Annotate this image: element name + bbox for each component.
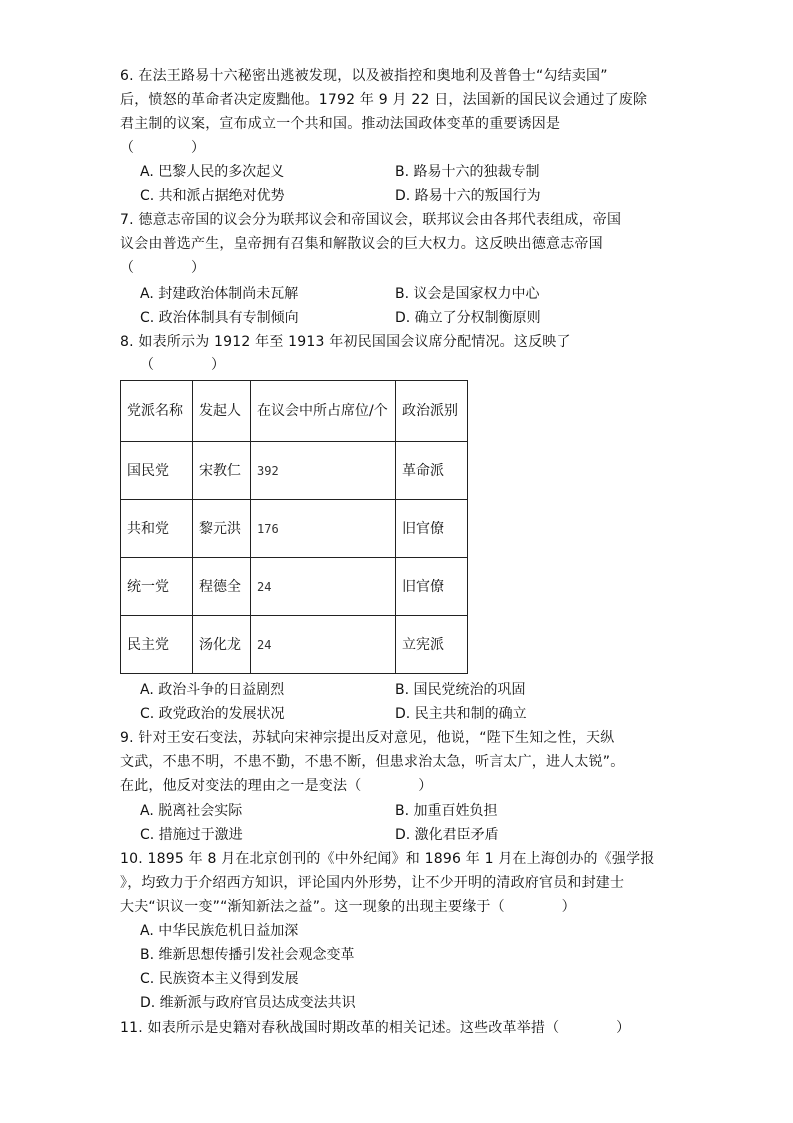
q10-option-c: C. 民族资本主义得到发展 <box>140 971 299 987</box>
cell-founder: 程德全 <box>193 558 251 616</box>
q7-option-b: B. 议会是国家权力中心 <box>395 286 540 302</box>
cell-faction: 旧官僚 <box>396 558 468 616</box>
q11-line-1: 11. 如表所示是史籍对春秋战国时期改革的相关记述。这些改革举措（ ） <box>120 1020 631 1036</box>
cell-seats: 24 <box>251 558 396 616</box>
q6-line-3: 君主制的议案，宣布成立一个共和国。推动法国政体变革的重要诱因是 <box>120 116 561 132</box>
q10-option-b: B. 维新思想传播引发社会观念变革 <box>140 947 355 963</box>
cell-faction: 立宪派 <box>396 616 468 674</box>
header-founder: 发起人 <box>193 381 251 442</box>
q9-option-b: B. 加重百姓负担 <box>395 803 498 819</box>
q10-line-3: 大夫“识议一变”“渐知新法之益”。这一现象的出现主要缘于（ ） <box>120 899 576 915</box>
q9-option-c: C. 措施过于激进 <box>140 827 243 843</box>
q6-option-b: B. 路易十六的独裁专制 <box>395 164 540 180</box>
header-faction: 政治派别 <box>396 381 468 442</box>
q7-option-a: A. 封建政治体制尚未瓦解 <box>140 286 299 302</box>
q7-line-3: （ ） <box>120 260 206 276</box>
header-seats: 在议会中所占席位/个 <box>251 381 396 442</box>
q9-option-d: D. 激化君臣矛盾 <box>395 827 499 843</box>
q9-line-3: 在此，他反对变法的理由之一是变法（ ） <box>120 778 433 794</box>
q7-line-1: 7. 德意志帝国的议会分为联邦议会和帝国议会，联邦议会由各邦代表组成，帝国 <box>120 212 622 228</box>
q6-option-c: C. 共和派占据绝对优势 <box>140 188 285 204</box>
q6-line-4: （ ） <box>120 140 206 156</box>
q8-line-1: 8. 如表所示为 1912 年至 1913 年初民国国会议席分配情况。这反映了 <box>120 334 571 350</box>
table-row <box>121 442 468 500</box>
q9-line-1: 9. 针对王安石变法，苏轼向宋神宗提出反对意见，他说，“陛下生知之性，天纵 <box>120 730 615 746</box>
q8-option-d: D. 民主共和制的确立 <box>395 706 527 722</box>
cell-founder: 黎元洪 <box>193 500 251 558</box>
cell-founder: 宋教仁 <box>193 442 251 500</box>
table-header-row <box>121 381 468 442</box>
q10-option-d: D. 维新派与政府官员达成变法共识 <box>140 995 356 1011</box>
q8-option-c: C. 政党政治的发展状况 <box>140 706 285 722</box>
table-row <box>121 500 468 558</box>
q10-line-2: 》，均致力于介绍西方知识，评论国内外形势，让不少开明的清政府官员和封建士 <box>120 875 625 891</box>
cell-seats: 392 <box>251 442 396 500</box>
cell-party: 民主党 <box>121 616 193 674</box>
q8-option-a: A. 政治斗争的日益剧烈 <box>140 682 285 698</box>
q6-option-a: A. 巴黎人民的多次起义 <box>140 164 285 180</box>
q8-option-b: B. 国民党统治的巩固 <box>395 682 526 698</box>
cell-faction: 旧官僚 <box>396 500 468 558</box>
q9-option-a: A. 脱离社会实际 <box>140 803 243 819</box>
cell-party: 统一党 <box>121 558 193 616</box>
q7-option-d: D. 确立了分权制衡原则 <box>395 310 541 326</box>
cell-party: 共和党 <box>121 500 193 558</box>
q6-line-2: 后，愤怒的革命者决定废黜他。1792 年 9 月 22 日，法国新的国民议会通过了废除 <box>120 92 648 108</box>
q10-line-1: 10. 1895 年 8 月在北京创刊的《中外纪闻》和 1896 年 1 月在上海创办的《强学报 <box>120 851 655 867</box>
cell-founder: 汤化龙 <box>193 616 251 674</box>
q7-line-2: 议会由普选产生，皇帝拥有召集和解散议会的巨大权力。这反映出德意志帝国 <box>120 236 603 252</box>
table-row <box>121 616 468 674</box>
cell-faction: 革命派 <box>396 442 468 500</box>
q6-line-1: 6. 在法王路易十六秘密出逃被发现，以及被指控和奥地利及普鲁士“勾结卖国” <box>120 68 608 84</box>
q6-option-d: D. 路易十六的叛国行为 <box>395 188 541 204</box>
header-party: 党派名称 <box>121 381 193 442</box>
table-row <box>121 558 468 616</box>
cell-seats: 24 <box>251 616 396 674</box>
cell-party: 国民党 <box>121 442 193 500</box>
q10-option-a: A. 中华民族危机日益加深 <box>140 923 299 939</box>
cell-seats: 176 <box>251 500 396 558</box>
q7-option-c: C. 政治体制具有专制倾向 <box>140 310 299 326</box>
q8-line-2: （ ） <box>140 357 226 373</box>
q9-line-2: 文武，不患不明，不患不勤，不患不断，但患求治太急，听言太广，进人太锐”。 <box>120 754 625 770</box>
seat-table <box>120 380 468 674</box>
